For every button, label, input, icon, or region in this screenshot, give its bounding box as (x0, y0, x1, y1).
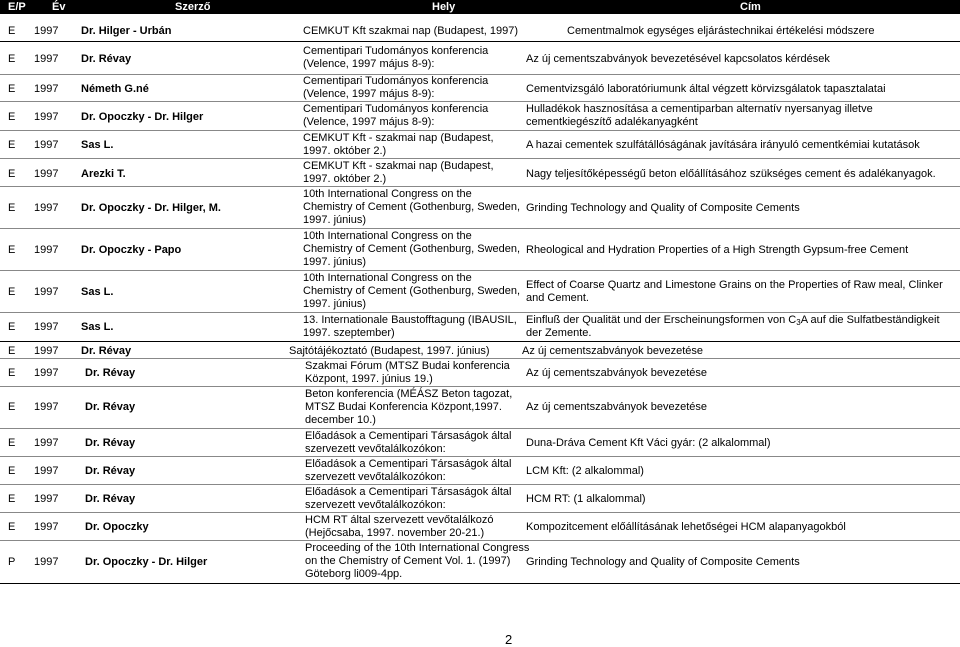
cell-place: CEMKUT Kft - szakmai nap (Budapest, 1997. október 2.) (303, 160, 494, 185)
header-ev: Év (52, 1, 66, 13)
cell-year: 1997 (34, 493, 59, 505)
cell-author: Dr. Opoczky (85, 521, 149, 533)
row-divider (0, 386, 960, 387)
cell-title: Nagy teljesítőképességű beton előállításához szükséges cement és adalékanyagok. (526, 168, 936, 180)
cell-ep: E (8, 139, 16, 151)
cell-place: 10th International Congress on the Chemistry of Cement (Gothenburg, Sweden, 1997. június) (303, 272, 521, 310)
row-divider (0, 228, 960, 229)
row-divider (0, 341, 960, 342)
cell-author: Dr. Révay (81, 53, 132, 65)
cell-place: Előadások a Cementipari Társaságok által szervezett vevőtalálkozókon: (305, 430, 512, 455)
cell-year: 1997 (34, 25, 59, 37)
cell-title: Cementmalmok egységes eljárástechnikai értékelési módszere (567, 25, 875, 37)
header-hely: Hely (432, 1, 456, 13)
cell-ep: E (8, 53, 16, 65)
cell-year: 1997 (34, 367, 59, 379)
cell-title: Az új cementszabványok bevezetése (526, 367, 707, 379)
cell-ep: E (8, 321, 16, 333)
cell-year: 1997 (34, 521, 59, 533)
header-ep: E/P (8, 1, 26, 13)
cell-author: Dr. Hilger - Urbán (81, 25, 172, 37)
cell-ep: E (8, 493, 16, 505)
cell-place: Cementipari Tudományos konferencia (Velence, 1997 május 8-9): (303, 45, 489, 70)
cell-author: Németh G.né (81, 83, 149, 95)
cell-author: Dr. Opoczky - Dr. Hilger (81, 111, 204, 123)
cell-author: Dr. Révay (85, 437, 136, 449)
cell-title: Grinding Technology and Quality of Composite Cements (526, 556, 800, 568)
row-divider (0, 428, 960, 429)
cell-year: 1997 (34, 168, 59, 180)
cell-year: 1997 (34, 139, 59, 151)
cell-place: Előadások a Cementipari Társaságok által szervezett vevőtalálkozókon: (305, 486, 512, 511)
cell-title: Kompozitcement előállításának lehetőségei HCM alapanyagokból (526, 521, 846, 533)
cell-year: 1997 (34, 321, 59, 333)
row-divider (0, 130, 960, 131)
cell-title: Hulladékok hasznosítása a cementiparban alternatív nyersanyag illetve cementkiegészítő adalékanyagként (526, 103, 873, 128)
cell-place: Beton konferencia (MÉÁSZ Beton tagozat, MTSZ Budai Konferencia Központ,1997. december 10.) (305, 388, 513, 426)
cell-place: Szakmai Fórum (MTSZ Budai konferencia Központ, 1997. június 19.) (305, 360, 510, 385)
cell-place: 13. Internationale Baustofftagung (IBAUSIL, 1997. szeptember) (303, 314, 517, 339)
cell-author: Sas L. (81, 321, 114, 333)
row-divider (0, 512, 960, 513)
cell-title: Effect of Coarse Quartz and Limestone Grains on the Properties of Raw meal, Clinker and Cement. (526, 279, 943, 304)
cell-place: Cementipari Tudományos konferencia (Velence, 1997 május 8-9): (303, 103, 489, 128)
cell-author: Dr. Révay (85, 465, 136, 477)
cell-title: Az új cementszabványok bevezetése (522, 345, 703, 357)
cell-ep: E (8, 401, 16, 413)
cell-author: Dr. Révay (85, 493, 136, 505)
row-divider (0, 484, 960, 485)
row-divider (0, 186, 960, 187)
cell-title: Duna-Dráva Cement Kft Váci gyár: (2 alkalommal) (526, 437, 771, 449)
cell-title: Az új cementszabványok bevezetése (526, 401, 707, 413)
cell-ep: E (8, 437, 16, 449)
cell-year: 1997 (34, 111, 59, 123)
cell-ep: E (8, 25, 16, 37)
cell-year: 1997 (34, 437, 59, 449)
row-divider (0, 583, 960, 584)
header-szerzo: Szerző (175, 1, 211, 13)
table-header (0, 0, 960, 14)
cell-title: Cementvizsgáló laboratóriumunk által végzett körvizsgálatok tapasztalatai (526, 83, 886, 95)
cell-title: A hazai cementek szulfátállóságának javítására irányuló cementkémiai kutatások (526, 139, 920, 151)
cell-author: Sas L. (81, 139, 114, 151)
cell-author: Dr. Révay (81, 345, 132, 357)
row-divider (0, 101, 960, 102)
cell-year: 1997 (34, 286, 59, 298)
cell-title: Az új cementszabványok bevezetésével kapcsolatos kérdések (526, 53, 830, 65)
row-divider (0, 312, 960, 313)
cell-ep: E (8, 244, 16, 256)
header-cim: Cím (740, 1, 761, 13)
cell-ep: E (8, 111, 16, 123)
cell-author: Dr. Opoczky - Dr. Hilger, M. (81, 202, 221, 214)
row-divider (0, 456, 960, 457)
cell-place: HCM RT által szervezett vevőtalálkozó (Hejőcsaba, 1997. november 20-21.) (305, 514, 494, 539)
cell-author: Sas L. (81, 286, 114, 298)
cell-ep: E (8, 83, 16, 95)
cell-ep: E (8, 367, 16, 379)
cell-year: 1997 (34, 345, 59, 357)
cell-year: 1997 (34, 465, 59, 477)
row-divider (0, 270, 960, 271)
row-divider (0, 158, 960, 159)
cell-title: LCM Kft: (2 alkalommal) (526, 465, 644, 477)
cell-title: Rheological and Hydration Properties of a High Strength Gypsum-free Cement (526, 244, 909, 256)
cell-author: Dr. Révay (85, 401, 136, 413)
cell-ep: E (8, 286, 16, 298)
cell-year: 1997 (34, 556, 59, 568)
cell-ep: E (8, 345, 16, 357)
cell-year: 1997 (34, 53, 59, 65)
cell-ep: E (8, 521, 16, 533)
cell-author: Dr. Opoczky - Dr. Hilger (85, 556, 208, 568)
cell-ep: E (8, 168, 16, 180)
cell-place: Előadások a Cementipari Társaságok által szervezett vevőtalálkozókon: (305, 458, 512, 483)
cell-place: Cementipari Tudományos konferencia (Velence, 1997 május 8-9): (303, 75, 489, 100)
page-number: 2 (505, 632, 513, 647)
cell-year: 1997 (34, 244, 59, 256)
title-with-subscript: Einfluß der Qualität und der Erscheinungsformen von $C_3A$ auf die Sulfatbeständigkeit der Zemente. (526, 314, 940, 339)
cell-ep: E (8, 202, 16, 214)
cell-title: Grinding Technology and Quality of Composite Cements (526, 202, 800, 214)
cell-author: Dr. Opoczky - Papo (81, 244, 182, 256)
cell-ep: E (8, 465, 16, 477)
cell-place: 10th International Congress on the Chemistry of Cement (Gothenburg, Sweden, 1997. június) (303, 230, 521, 268)
cell-author: Dr. Révay (85, 367, 136, 379)
row-divider (0, 41, 960, 42)
row-divider (0, 540, 960, 541)
cell-year: 1997 (34, 83, 59, 95)
cell-ep: P (8, 556, 16, 568)
cell-year: 1997 (34, 401, 59, 413)
cell-place: Sajtótájékoztató (Budapest, 1997. június) (289, 345, 490, 357)
cell-place: 10th International Congress on the Chemistry of Cement (Gothenburg, Sweden, 1997. június) (303, 188, 521, 226)
cell-author: Arezki T. (81, 168, 126, 180)
cell-title: HCM RT: (1 alkalommal) (526, 493, 646, 505)
cell-place: Proceeding of the 10th International Congress on the Chemistry of Cement Vol. 1. (1997) Göteborg li009-4pp. (305, 542, 530, 580)
cell-place: CEMKUT Kft szakmai nap (Budapest, 1997) (303, 25, 519, 37)
cell-place: CEMKUT Kft - szakmai nap (Budapest, 1997. október 2.) (303, 132, 494, 157)
cell-year: 1997 (34, 202, 59, 214)
row-divider (0, 358, 960, 359)
